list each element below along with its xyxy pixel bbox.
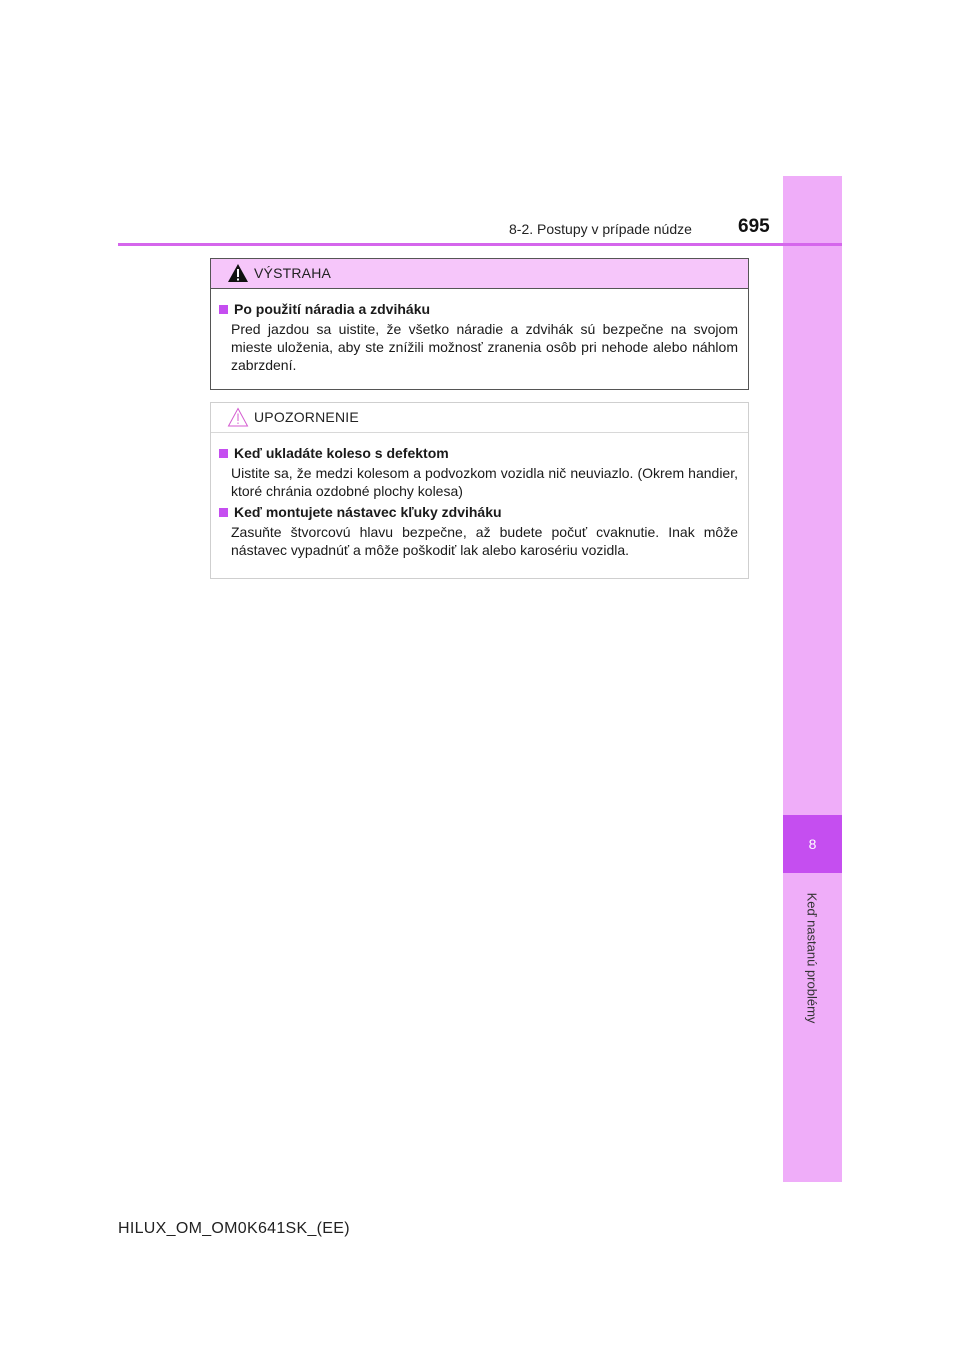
notice-item-heading [219, 504, 738, 520]
warning-box [210, 258, 749, 390]
notice-box-title: UPOZORNENIE [254, 409, 359, 425]
chapter-number: 8 [808, 836, 817, 852]
notice-item-text: Zasuňte štvorcovú hlavu bezpečne, až budete počuť cvaknutie. Inak môže nástavec vypadnúť a môže poškodiť lak alebo karosériu vozidla. [231, 524, 738, 558]
chapter-side-strip [783, 176, 842, 1182]
notice-item-heading [219, 445, 738, 461]
square-bullet-icon [219, 508, 228, 517]
warning-triangle-filled-icon [227, 263, 249, 283]
notice-box-body [211, 433, 748, 559]
page-number: 695 [738, 216, 770, 237]
chapter-number-tab [783, 815, 842, 873]
document-code: HILUX_OM_OM0K641SK_(EE) [118, 1220, 350, 1237]
square-bullet-icon [219, 449, 228, 458]
notice-box-header [211, 403, 748, 433]
caution-triangle-outline-icon [227, 407, 249, 427]
warning-item-heading-text: Po použití náradia a zdviháku [234, 301, 431, 317]
chapter-title-vertical: Keď nastanú problémy [804, 892, 820, 1024]
notice-box [210, 402, 749, 579]
warning-box-body [211, 289, 748, 374]
section-title: 8-2. Postupy v prípade núdze [509, 221, 692, 237]
notice-item-text: Uistite sa, že medzi kolesom a podvozkom vozidla nič neuviazlo. (Okrem handier, ktoré chránia ozdobné plochy kolesa) [231, 465, 738, 499]
warning-item-text: Pred jazdou sa uistite, že všetko náradie a zdvihák sú bezpečne na svojom mieste uloženia, aby ste znížili možnosť zranenia osôb pri nehode alebo náhlom zabrzdení. [231, 321, 738, 373]
warning-box-header [211, 259, 748, 289]
header-rule [118, 243, 842, 246]
square-bullet-icon [219, 305, 228, 314]
warning-item-heading [219, 301, 738, 317]
warning-box-title: VÝSTRAHA [254, 265, 332, 281]
notice-item-heading-text: Keď ukladáte koleso s defektom [234, 445, 449, 461]
notice-item-heading-text: Keď montujete nástavec kľuky zdviháku [234, 504, 502, 520]
